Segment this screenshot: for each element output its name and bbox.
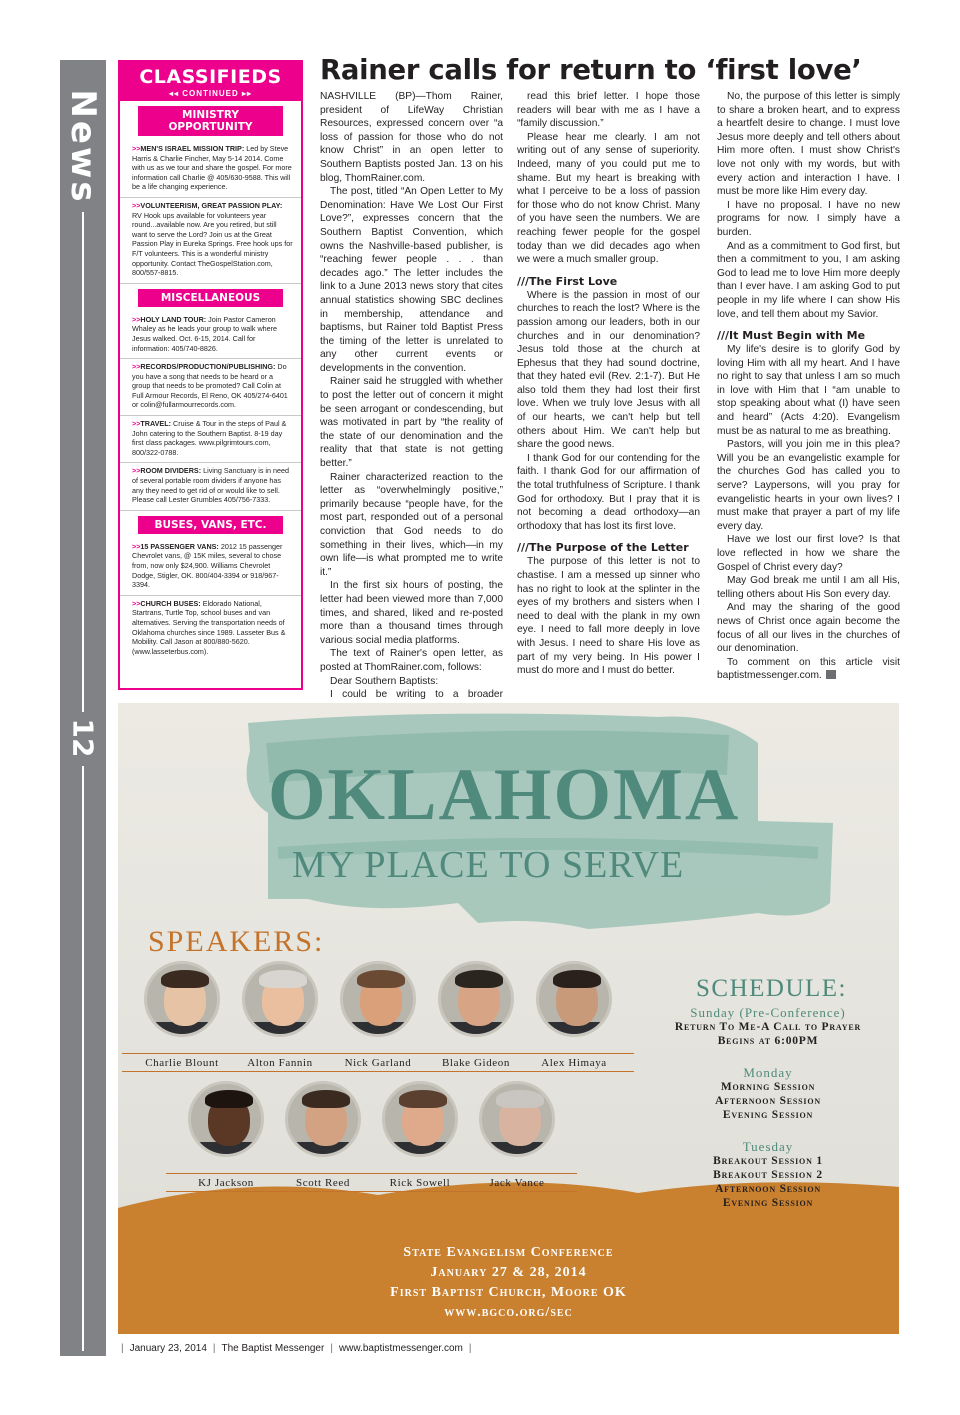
classified-ad-title: >>TRAVEL: xyxy=(132,419,172,429)
speaker-photo xyxy=(536,961,612,1037)
speaker-photo xyxy=(188,1081,264,1157)
article-paragraph: No, the purpose of this letter is simply to share a broken heart, and to express a heartfelt desire to change. I must love Jesus more deeply and tell others about Him more often. I must show Christ's love not only with my words, but with every action and interaction I have. I must be more like Him every day. xyxy=(717,91,900,198)
end-of-article-icon xyxy=(826,670,836,679)
classified-ad-title: >>HOLY LAND TOUR: xyxy=(132,314,207,324)
article-paragraph: To comment on this article visit baptistmessenger.com. xyxy=(717,656,900,682)
speaker-rule xyxy=(122,1053,634,1054)
footer-website[interactable]: www.baptistmessenger.com xyxy=(338,1343,463,1354)
classifieds-header xyxy=(120,62,301,101)
classified-ad-title: >>15 PASSENGER VANS: xyxy=(132,541,219,551)
classified-ad-title: >>MEN'S ISRAEL MISSION TRIP: xyxy=(132,144,245,153)
article-paragraph: The post, titled “An Open Letter to My Denomination: Have We Lost Our First Love?”, expresses concern that the Southern Baptist Convention, which owns the Nashville-based publisher, is “reaching fewer people . . . than decades ago.” The letter includes the link to a June 2013 news story that cites annual statistics showing SBC declines in membership, attendance and baptisms, but Rainer told Baptist Press the timing of the letter is unrelated to any other current events or developments in the convention. xyxy=(320,186,503,374)
speaker-photo xyxy=(144,961,220,1037)
article-paragraph: Dear Southern Baptists: xyxy=(330,675,439,687)
article-paragraph: Please hear me clearly. I am not writing out of any sense of superiority. Indeed, many of you could put me to shame. But my heart is breaking with what I perceive to be a loss of passion for those who do not know Christ. Many of you have seen the numbers. We are reaching fewer people for the gospel today than we did decades ago when we were a much smaller group. xyxy=(517,131,700,266)
page-footer: | January 23, 2014 | The Baptist Messenger | www.baptistmessenger.com | xyxy=(121,1343,472,1354)
speaker-name: Jack Vance xyxy=(489,1177,545,1189)
speaker-rule xyxy=(166,1191,577,1192)
speaker-name: Scott Reed xyxy=(296,1177,350,1189)
article-paragraph: I have no proposal. I have no new programs for now. I simply have a burden. xyxy=(717,199,900,238)
article-paragraph: And as a commitment to God first, but then a commitment to you, I am asking God to lead me to love Him more deeply than I ever have. I am asking God to put people in my life where I can show His love, and tell them about my Savior. xyxy=(717,240,900,320)
classified-ad xyxy=(120,539,301,596)
article-paragraph: NASHVILLE (BP)—Thom Rainer, president of LifeWay Christian Resources, expressed concern over “a loss of passion for those who do not know Christ” in an open letter to Southern Baptists posted Jan. 13 on his blog, ThomRainer.com. xyxy=(320,91,503,184)
article-paragraph: The purpose of this letter is not to chastise. I am a messed up sinner who has no right to look at the splinter in the eyes of my brothers and sisters when I need to deal with the plank in my own eye. I need to fall more deeply in love with Jesus. I need to share His love as part of my very being. In His power I must do more and I must do better. xyxy=(517,556,700,677)
article-paragraph: And may the sharing of the good news of Christ once again become the focus of all our lives in the churches of our denomination. xyxy=(717,602,900,655)
ad-event-name: State Evangelism Conference xyxy=(403,1245,614,1260)
classified-ad xyxy=(120,141,301,198)
classified-ad xyxy=(120,596,301,662)
classified-ad-body: Living Sanctuary is in need of several portable room dividers if anyone has any they need to get rid of or would like to sell. Please call Lester Grumbles 405/756-7333. xyxy=(132,466,290,505)
article-column-3 xyxy=(717,90,900,683)
article-paragraph: In the first six hours of posting, the letter had been viewed more than 7,000 times, and shared, liked and re-posted more than a thousand times through various social media platforms. xyxy=(320,580,503,646)
article-paragraph: I thank God for our contending for the faith. I thank God for our affirmation of the total truthfulness of Scripture. I thank God for orthodoxy. But I pray that it is not becoming a dead orthodoxy—an orthodoxy that has lost its first love. xyxy=(517,452,700,532)
ad-event-venue: First Baptist Church, Moore OK xyxy=(390,1285,627,1300)
speaker-photo xyxy=(242,961,318,1037)
schedule-item: Evening Session xyxy=(722,1109,814,1121)
schedule-item: Evening Session xyxy=(722,1197,814,1209)
article-paragraph: Pastors, will you join me in this plea? Will you be an evangelistic example for the churches God has called you to serve? Laypersons, will you pray for evangelistic hearts in your own lives? I must make that prayer a part of my life every day. xyxy=(717,439,900,532)
classified-ad-body: 2012 15 passenger Chevrolet vans, @ 15K miles, several to chose from, now only $24,900. Williams Chevrolet Dodge, Stigler, OK. 800/404-3394 or 918/967-3394. xyxy=(132,541,283,590)
article-paragraph: Rainer said he struggled with whether to post the letter out of concern it might be seen arrogant or condescending, but was motivated in part by “the reality of the state of our denomination and the reality that that state is not getting better.” xyxy=(320,376,503,470)
speaker-photo xyxy=(340,961,416,1037)
classifieds-title: CLASSIFIEDS xyxy=(139,66,282,88)
speaker-photo xyxy=(382,1081,458,1157)
ad-title: OKLAHOMA xyxy=(268,754,741,836)
classifieds-subtitle: ◂◂ CONTINUED ▸▸ xyxy=(168,89,253,98)
rail-divider xyxy=(82,766,84,1351)
article-paragraph: Have we lost our first love? Is that love reflected in how we share the Gospel of Christ every day? xyxy=(717,534,900,573)
schedule-tuesday: Tuesday xyxy=(742,1139,794,1154)
classified-ad xyxy=(120,416,301,463)
speaker-name: Nick Garland xyxy=(344,1057,412,1069)
article-paragraph: read this brief letter. I hope those readers will bear with me as I have a “family discussion.” xyxy=(517,91,700,130)
classified-ad-title: >>ROOM DIVIDERS: xyxy=(132,466,202,476)
classified-ad-body: Eldorado National, Startrans, Turtle Top, school buses and van alternatives. Serving the transportation needs of Oklahoma churches since 1989. Lasseter Bus & Mobility. Call Jason at 800/880-5620. (www.lasseterbus.com). xyxy=(132,598,286,656)
schedule-item: Afternoon Session xyxy=(715,1095,821,1107)
footer-publication: The Baptist Messenger xyxy=(221,1343,325,1354)
classified-ad xyxy=(120,359,301,416)
classifieds-section-heading: MISCELLANEOUS xyxy=(138,289,283,307)
classified-ad-body: Join Pastor Cameron Whaley as he leads your group to walk where Jesus walked. Oct. 6-15, 2014. Call for information: 405/740-8826. xyxy=(132,314,278,353)
speaker-name: Alton Fannin xyxy=(247,1057,313,1069)
article-paragraph: My life's desire is to glorify God by loving Him with all my heart. And I have no right to say that unless I am so much in love with Him that I “am unable to stop speaking about what (I) have seen and heard” (Acts 4:20). Evangelism must be as natural to me as breathing. xyxy=(717,344,900,437)
classified-ad-body: Do you have a song that needs to be heard or a group that needs to be promoted? Call Colin at Full Armour Records, El Reno, OK 405/274-6401 or colin@fullarmourrecords.com. xyxy=(132,362,288,410)
schedule-item: Begins at 6:00PM xyxy=(717,1035,819,1047)
speaker-name: KJ Jackson xyxy=(198,1177,254,1189)
schedule-monday: Monday xyxy=(743,1065,793,1080)
classified-ad-title: >>RECORDS/PRODUCTION/PUBLISHING: xyxy=(132,362,276,372)
classifieds-body xyxy=(120,106,301,661)
ad-event-url[interactable]: www.bgco.org/sec xyxy=(444,1305,573,1320)
article-paragraph: The text of Rainer's open letter, as posted at ThomRainer.com, follows: xyxy=(320,648,503,673)
ad-tagline: MY PLACE TO SERVE xyxy=(292,844,685,886)
schedule-heading: SCHEDULE: xyxy=(696,975,847,1002)
schedule-item: Breakout Session 1 xyxy=(713,1155,823,1167)
footer-date: January 23, 2014 xyxy=(129,1343,207,1354)
schedule-item: Afternoon Session xyxy=(715,1183,821,1195)
classified-ad xyxy=(120,463,301,510)
article-paragraph: I could be writing to a broader xyxy=(330,689,503,701)
speaker-photo xyxy=(285,1081,361,1157)
article-paragraph: May God break me until I am all His, telling others about His Son every day. xyxy=(717,575,900,600)
article-paragraph: Where is the passion in most of our churches to reach the lost? Where is the passion among our leaders, both in our churches and in our denomination? Jesus told those at the church at Ephesus that they had sound doctrine, that they hated evil (Rev. 2:1-7). But He also told them they had lost their first love. When we truly love Jesus with all of our hearts, we can't help but tell others about Him. We can't help but share the good news. xyxy=(517,289,700,451)
speaker-name: Rick Sowell xyxy=(389,1177,451,1189)
schedule-item: Morning Session xyxy=(720,1081,816,1093)
classified-ad-title: >>CHURCH BUSES: xyxy=(132,598,201,608)
article-paragraph: Rainer characterized reaction to the letter as “overwhelmingly positive,” primarily because “people have, for the most part, responded out of a personal conviction that God needs to do something in their lives, which—in my own life—is what prompted me to write it.” xyxy=(320,471,503,578)
classifieds-section-heading: MINISTRY OPPORTUNITY xyxy=(138,106,283,136)
ad-event-dates: January 27 & 28, 2014 xyxy=(430,1265,587,1280)
page-number: 12 xyxy=(66,718,100,758)
classified-ad xyxy=(120,312,301,359)
classified-ad xyxy=(120,198,301,284)
section-label: News xyxy=(63,89,103,205)
schedule-sunday: Sunday (Pre-Conference) xyxy=(690,1005,846,1020)
article-column-1 xyxy=(320,90,503,743)
classifieds-box xyxy=(118,60,303,690)
article-column-2 xyxy=(517,90,700,678)
speakers-heading: SPEAKERS: xyxy=(148,925,325,958)
classified-ad-body: RV Hook ups available for volunteers year round...available now. Are you retired, but still want to serve the Lord? Join us at the Great Passion Play in Eureka Springs. Free hook ups for F/T volunteers. This is a wonderful ministry opportunity. Contact TheGospelStation.com, 800/557-8815. xyxy=(132,210,293,278)
speaker-rule xyxy=(166,1173,577,1174)
classified-ad-title: >>VOLUNTEERISM, GREAT PASSION PLAY: xyxy=(132,200,283,210)
conference-ad xyxy=(118,703,899,1334)
speaker-name: Charlie Blount xyxy=(145,1057,219,1069)
speaker-photo xyxy=(479,1081,555,1157)
schedule-item: Breakout Session 2 xyxy=(713,1169,823,1181)
article-headline: Rainer calls for return to ‘first love’ xyxy=(320,54,862,86)
subhead-begin-with-me: ///It Must Begin with Me xyxy=(717,329,866,343)
classified-ad-body: Led by Steve Harris & Charlie Fincher, May 5-14 2014. Come with us as we tour and share the gospel. For more information call Charlie @ 405/630-9588. This will be a life changing experience. xyxy=(132,144,292,192)
speaker-name: Alex Himaya xyxy=(541,1057,607,1069)
speaker-photo xyxy=(438,961,514,1037)
subhead-purpose: ///The Purpose of the Letter xyxy=(517,541,689,555)
rail-divider xyxy=(82,212,84,712)
subhead-first-love: ///The First Love xyxy=(517,274,618,288)
speaker-name: Blake Gideon xyxy=(442,1057,510,1069)
speaker-rule xyxy=(122,1071,634,1072)
schedule-item: Return To Me-A Call to Prayer xyxy=(674,1021,862,1033)
classified-ad-body: Cruise & Tour in the steps of Paul & John catering to the Southern Baptist. 8-19 day first class packages. www.pilgrimtours.com, 800/322-0788. xyxy=(132,419,287,457)
classifieds-section-heading: BUSES, VANS, ETC. xyxy=(138,516,283,534)
